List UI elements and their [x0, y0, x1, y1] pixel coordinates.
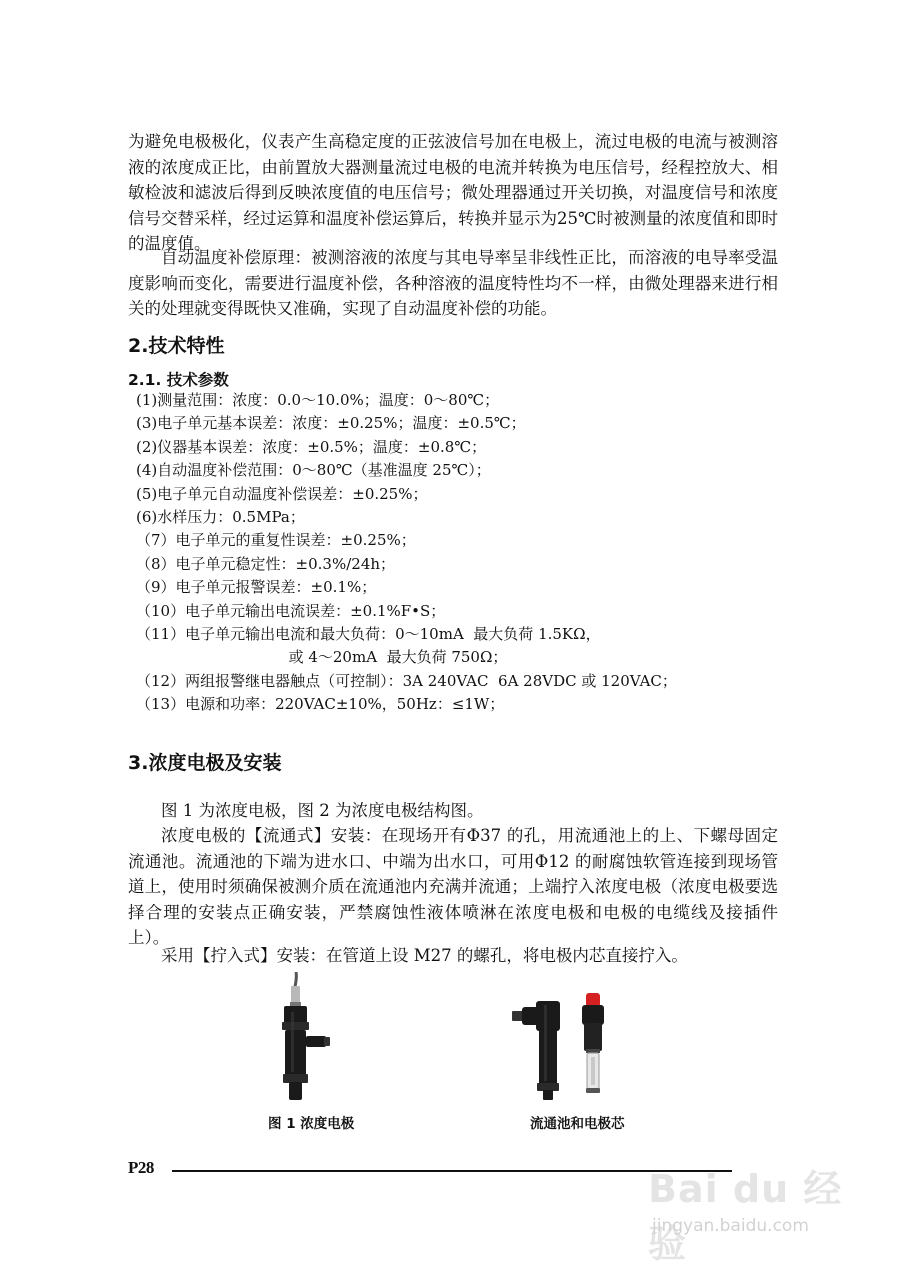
param-item: (2)仪器基本误差：浓度：±0.5%；温度：±0.8℃；: [136, 437, 487, 456]
param-item: （13）电源和功率：220VAC±10%，50Hz：≤1W；: [136, 695, 505, 714]
section-2-1-heading: 2.1. 技术参数: [128, 371, 229, 389]
param-item: （8）电子单元稳定性：±0.3%/24h；: [136, 554, 396, 573]
section-3-heading: 3.浓度电极及安装: [128, 752, 282, 774]
param-item: (3)电子单元基本误差：浓度：±0.25%；温度：±0.5℃；: [136, 414, 526, 433]
param-item: （7）电子单元的重复性误差：±0.25%；: [136, 531, 416, 550]
intro-paragraph-1: 为避免电极极化，仪表产生高稳定度的正弦波信号加在电极上，流过电极的电流与被测溶液的浓度成正比，由前置放大器测量流过电极的电流并转换为电压信号，经程控放大、相敏检波和滤波后得到反映浓度值的电压信号；微处理器通过开关切换，对温度信号和浓度信号交替采样，经过运算和温度补偿运算后，转换并显示为25℃时被测量的浓度值和即时的温度值。: [128, 132, 778, 253]
baidu-watermark: [642, 1150, 872, 1266]
param-item: 或 4～20mA 最大负荷 750Ω；: [136, 648, 508, 667]
section-3-paragraph-2: 浓度电极的【流通式】安装：在现场开有Φ37 的孔，用流通池上的上、下螺母固定流通池。流通池的下端为进水口、中端为出水口，可用Φ12 的耐腐蚀软管连接到现场管道上，使用时须确保被测介质在流通池内充满并流通；上端拧入浓度电极（浓度电极要选择合理的安装点正确安装，严禁腐蚀性液体喷淋在浓度电极和电极的电缆线及接插件上）。: [128, 826, 778, 947]
section-2-heading: 2.技术特性: [128, 335, 225, 357]
param-item: (6)水样压力：0.5MPa；: [136, 508, 305, 527]
section-3-paragraph-1: 图 1 为浓度电极，图 2 为浓度电极结构图。: [161, 801, 484, 820]
section-3-paragraph-3: 采用【拧入式】安装：在管道上设 M27 的螺孔，将电极内芯直接拧入。: [161, 946, 688, 965]
flow-cell-photo: [510, 993, 620, 1103]
param-item: （9）电子单元报警误差：±0.1%；: [136, 578, 377, 597]
electrode-photo: [262, 972, 342, 1102]
param-item: （10）电子单元输出电流误差：±0.1%F•S；: [136, 601, 446, 620]
figure-2-caption: 流通池和电极芯: [530, 1116, 625, 1132]
watermark-brand: Bai du 经验: [648, 1167, 843, 1266]
page-number: P28: [128, 1158, 154, 1177]
technical-parameter-list: [136, 389, 776, 717]
param-item: （11）电子单元输出电流和最大负荷：0～10mA 最大负荷 1.5KΩ，: [136, 625, 601, 644]
figure-1-caption: 图 1 浓度电极: [268, 1116, 355, 1132]
param-item: (5)电子单元自动温度补偿误差：±0.25%；: [136, 484, 428, 503]
watermark-url: jingyan.baidu.com: [652, 1216, 809, 1236]
param-item: (4)自动温度补偿范围：0～80℃（基准温度 25℃）；: [136, 461, 491, 480]
param-item: （12）两组报警继电器触点（可控制）：3A 240VAC 6A 28VDC 或 120VAC；: [136, 671, 677, 690]
intro-paragraph-2: 自动温度补偿原理：被测溶液的浓度与其电导率呈非线性正比，而溶液的电导率受温度影响而变化，需要进行温度补偿，各种溶液的温度特性均不一样，由微处理器来进行相关的处理就变得既快又准确，实现了自动温度补偿的功能。: [128, 248, 778, 318]
param-item: (1)测量范围：浓度：0.0～10.0%；温度：0～80℃；: [136, 391, 500, 409]
